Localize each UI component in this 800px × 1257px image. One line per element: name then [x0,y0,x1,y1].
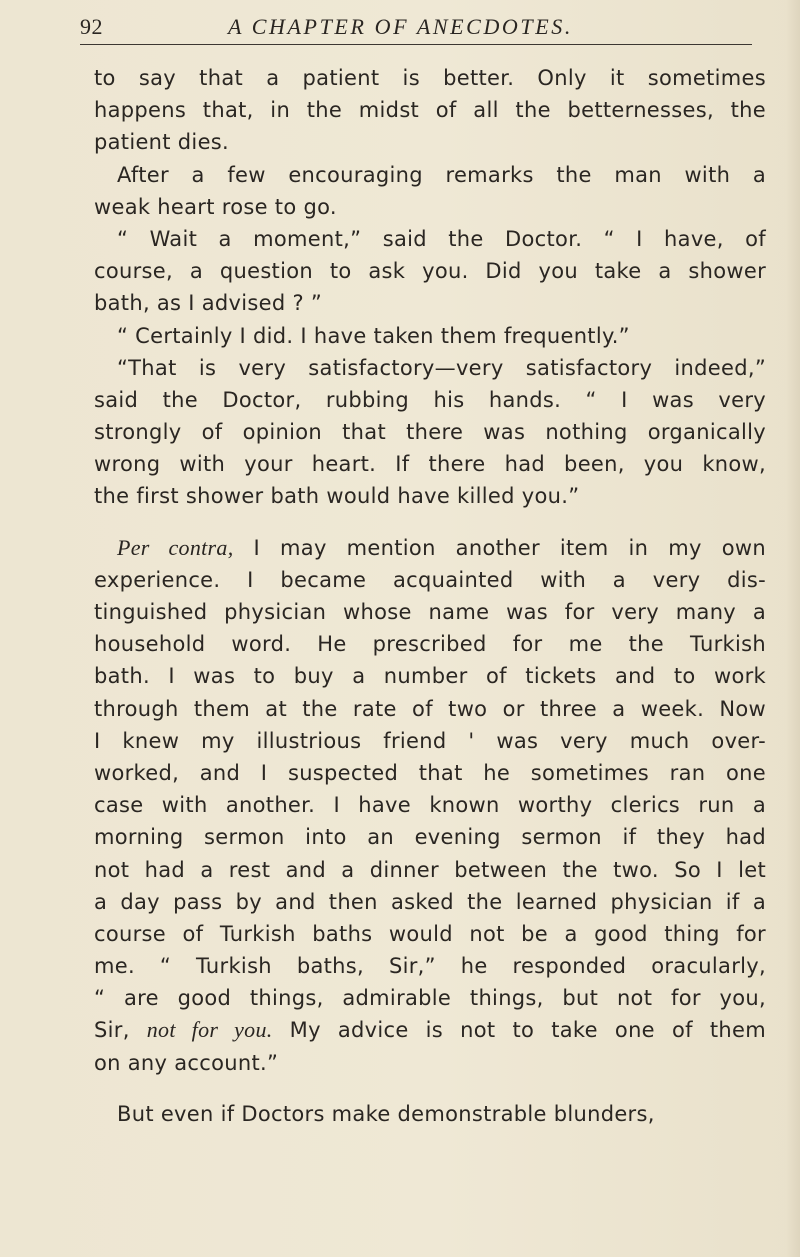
text-line: “ are good things, admirable things, but not for you, [94,986,766,1011]
text-line: “ Certainly I did. I have taken them frequently.” [117,323,630,348]
text-line: happens that, in the midst of all the betternesses, the [94,98,766,123]
italic-text: Per contra, [117,534,234,560]
page-header [80,14,760,48]
text-line: household word. He prescribed for me the Turkish [94,632,766,657]
text-line: experience. I became acquainted with a very dis- [94,567,766,592]
text-line: case with another. I have known worthy clerics run a [94,793,766,818]
paragraph [94,1098,766,1130]
text-line: I knew my illustrious friend ' was very much over- [94,728,766,753]
text-segment: I may mention another item in my own [233,535,766,560]
text-line: “That is very satisfactory—very satisfactory indeed,” [117,355,766,380]
italic-text: not for you. [146,1017,273,1043]
text-line [94,1014,766,1046]
text-line: patient dies. [94,130,230,155]
running-head: A CHAPTER OF ANECDOTES. [228,14,573,39]
text-line: me. “ Turkish baths, Sir,” he responded oracularly, [94,954,766,979]
text-line: to say that a patient is better. Only it sometimes [94,66,766,90]
text-line: course, a question to ask you. Did you take a shower [94,259,766,284]
text-line: strongly of opinion that there was nothing organically [94,420,766,445]
text-line: worked, and I suspected that he sometimes ran one [94,760,766,785]
text-line: wrong with your heart. If there had been, you know, [94,452,766,477]
text-line: bath. I was to buy a number of tickets and to work [94,664,766,689]
text-line: through them at the rate of two or three a week. Now [94,696,766,721]
text-line: “ Wait a moment,” said the Doctor. “ I have, of [117,226,766,251]
text-line: But even if Doctors make demonstrable blunders, [117,1101,655,1126]
paragraph-gap [94,1079,766,1098]
paragraph [94,352,766,513]
paragraph [94,159,766,223]
body-text [94,62,766,1130]
text-line: not had a rest and a dinner between the two. So I let [94,857,766,882]
text-line: the first shower bath would have killed you.” [94,484,580,509]
header-rule [80,44,752,45]
page-edge-shadow [786,0,800,1257]
text-line: weak heart rose to go. [94,194,337,219]
page-number: 92 [80,14,103,39]
text-line: said the Doctor, rubbing his hands. “ I was very [94,387,766,412]
text-line: on any account.” [94,1050,279,1075]
paragraph [94,320,766,352]
text-segment: Sir, [94,1018,147,1043]
paragraph [94,223,766,320]
text-segment: My advice is not to take one of them [272,1018,766,1043]
text-line: course of Turkish baths would not be a good thing for [94,921,766,946]
text-line: After a few encouraging remarks the man with a [117,162,766,187]
paragraph-gap [94,513,766,532]
text-line: tinguished physician whose name was for very many a [94,600,766,624]
paragraph [94,532,766,1079]
text-line: bath, as I advised ? ” [94,291,323,316]
paragraph [94,62,766,159]
text-line [94,532,766,564]
text-line: a day pass by and then asked the learned physician if a [94,889,766,914]
text-line: morning sermon into an evening sermon if they had [94,825,766,850]
